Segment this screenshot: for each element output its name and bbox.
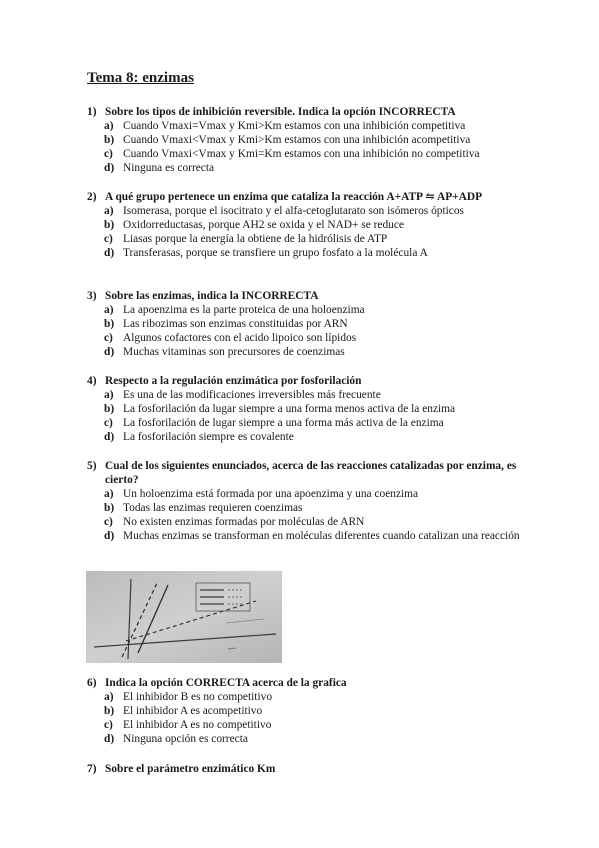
- question-text: Respecto a la regulación enzimática por fosforilación: [105, 375, 362, 387]
- question-2: [87, 190, 527, 260]
- option-b: b) La fosforilación da lugar siempre a una forma menos activa de la enzima: [104, 403, 456, 415]
- option-b: b) Oxidorreductasas, porque AH2 se oxida y el NAD+ se reduce: [104, 219, 404, 231]
- question-text: Sobre el parámetro enzimático Km: [105, 763, 276, 775]
- question-5: [87, 459, 527, 543]
- question-1: [87, 105, 527, 175]
- question-text: Sobre los tipos de inhibición reversible. Indica la opción INCORRECTA: [105, 106, 456, 118]
- option-b: b) Cuando Vmaxi<Vmax y Kmi>Km estamos con una inhibición acompetitiva: [104, 134, 471, 146]
- lineweaver-burk-graph-image: [86, 571, 282, 663]
- option-d: d) Transferasas, porque se transfiere un grupo fosfato a la molécula A: [104, 247, 428, 259]
- question-text: Indica la opción CORRECTA acerca de la grafica: [105, 677, 347, 689]
- question-number: 3): [87, 290, 97, 302]
- option-a: a) La apoenzima es la parte proteica de una holoenzima: [104, 304, 365, 316]
- option-c: c) Liasas porque la energía la obtiene de la hidrólisis de ATP: [104, 233, 388, 245]
- option-a: a) Cuando Vmaxi=Vmax y Kmi>Km estamos con una inhibición competitiva: [104, 120, 466, 132]
- option-d: d) Ninguna opción es correcta: [104, 733, 248, 745]
- option-c: c) Algunos cofactores con el acido lipoico son lípidos: [104, 332, 357, 344]
- question-number: 7): [87, 763, 97, 775]
- question-6: [87, 676, 527, 746]
- question-number: 1): [87, 106, 97, 118]
- question-number: 5): [87, 460, 97, 472]
- option-d: d) Ninguna es correcta: [104, 162, 215, 174]
- option-c: c) El inhibidor A es no competitivo: [104, 719, 272, 731]
- option-b: b) El inhibidor A es acompetitivo: [104, 705, 263, 717]
- option-c: c) Cuando Vmaxi<Vmax y Kmi=Km estamos con una inhibición no competitiva: [104, 148, 480, 160]
- question-number: 2): [87, 191, 97, 203]
- option-b: b) Todas las enzimas requieren coenzimas: [104, 502, 303, 514]
- question-7: [87, 762, 527, 776]
- question-4: [87, 374, 527, 444]
- question-number: 6): [87, 677, 97, 689]
- question-text: Cual de los siguientes enunciados, acerca de las reacciones catalizadas por enzima, es cierto?: [105, 460, 517, 486]
- question-text: A qué grupo pertenece un enzima que cataliza la reacción A+ATP ⇋ AP+ADP: [105, 191, 483, 203]
- option-d: d) Muchas enzimas se transforman en moléculas diferentes cuando catalizan una reacción: [104, 530, 520, 542]
- page-title: Tema 8: enzimas: [87, 70, 194, 86]
- option-a: a) Es una de las modificaciones irreversibles más frecuente: [104, 389, 381, 401]
- option-c: c) La fosforilación de lugar siempre a una forma más activa de la enzima: [104, 417, 444, 429]
- question-3: [87, 289, 527, 359]
- option-a: a) Isomerasa, porque el isocitrato y el alfa-cetoglutarato son isómeros ópticos: [104, 205, 464, 217]
- option-c: c) No existen enzimas formadas por moléculas de ARN: [104, 516, 365, 528]
- option-d: d) La fosforilación siempre es covalente: [104, 431, 294, 443]
- question-number: 4): [87, 375, 97, 387]
- option-d: d) Muchas vitaminas son precursores de coenzimas: [104, 346, 345, 358]
- option-b: b) Las ribozimas son enzimas constituidas por ARN: [104, 318, 348, 330]
- option-a: a) El inhibidor B es no competitivo: [104, 691, 273, 703]
- question-text: Sobre las enzimas, indica la INCORRECTA: [105, 290, 319, 302]
- option-a: a) Un holoenzima está formada por una apoenzima y una coenzima: [104, 488, 419, 500]
